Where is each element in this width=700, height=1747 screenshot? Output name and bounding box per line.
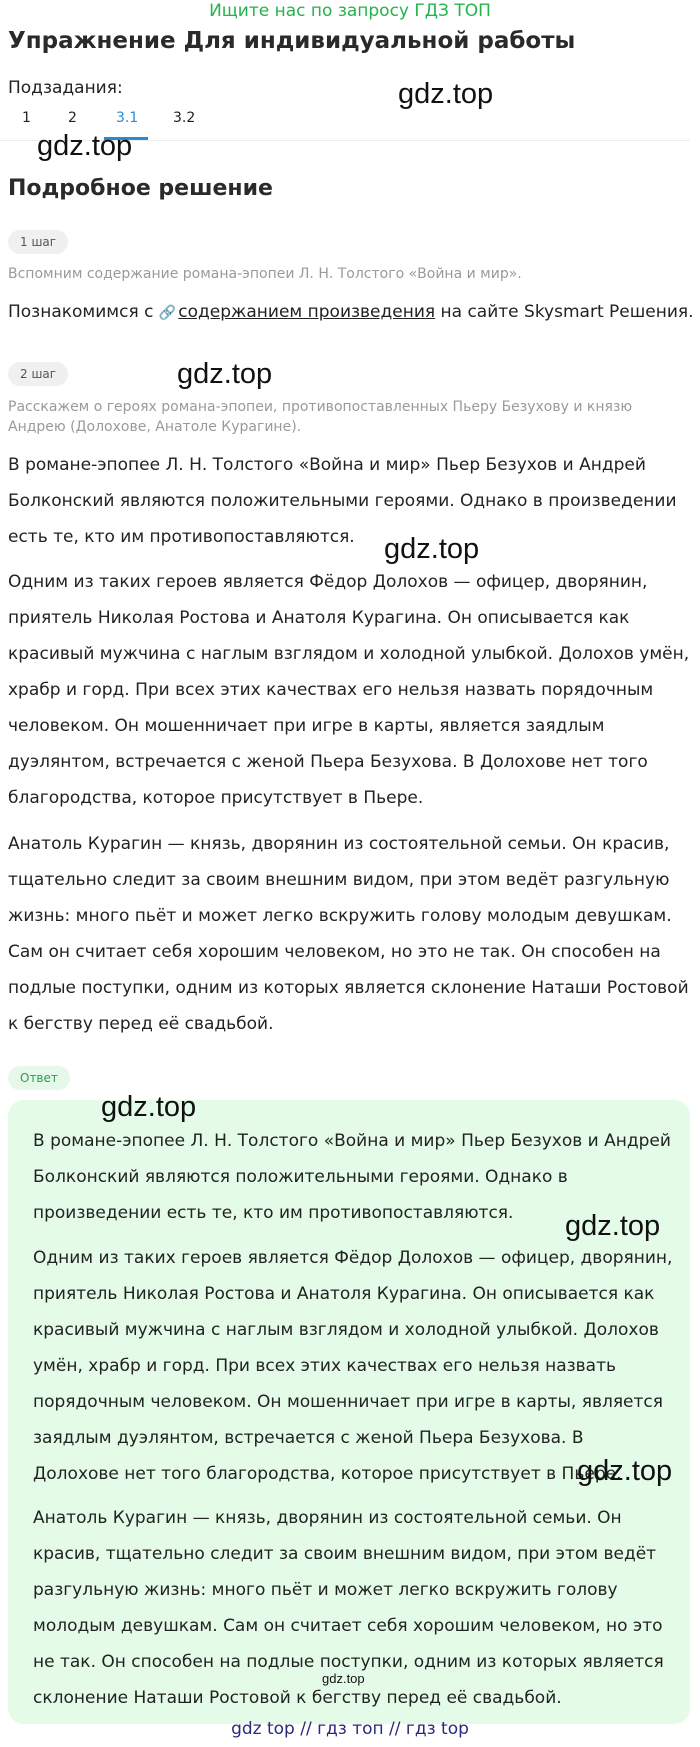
answer-paragraph: Анатоль Курагин — князь, дворянин из состоятельной семьи. Он красив, тщательно следит за своим внешним видом, при этом ведёт разгульную жизнь: много пьёт и может легко вскружить голову молодым девушкам. Сам он считает себя хорошим человеком, но это не так. Он способен на подлые поступки, одним из которых является склонение Наташи Ростовой к бегству перед её свадьбой. [33,1508,664,1708]
tab-2[interactable]: 2 [68,110,77,126]
step-paragraph: Одним из таких героев является Фёдор Долохов — офицер, дворянин, приятель Николая Ростова и Анатоля Курагина. Он описывается как красивый мужчина с наглым взглядом и холодной улыбкой. Долохов умён, храбр и горд. При всех этих качествах его нельзя назвать порядочным человеком. Он мошенничает при игре в карты, является заядлым дуэлянтом, встречается с женой Пьера Безухова. В Долохове нет того благородства, которое присутствует в Пьере. [8,572,690,808]
page-title: Упражнение Для индивидуальной работы [8,28,576,54]
answer-badge: Ответ [8,1066,70,1090]
subtasks-label: Подзадания: [8,78,123,98]
step-hint: Вспомним содержание романа-эпопеи Л. Н. Толстого «Война и мир». [8,266,522,282]
step-paragraph: Анатоль Курагин — князь, дворянин из состоятельной семьи. Он красив, тщательно следит за своим внешним видом, при этом ведёт разгульную жизнь: много пьёт и может легко вскружить голову молодым девушкам. Сам он считает себя хорошим человеком, но это не так. Он способен на подлые поступки, одним из которых является склонение Наташи Ростовой к бегству перед её свадьбой. [8,834,689,1034]
promo-banner: Ищите нас по запросу ГДЗ ТОП [209,1,491,21]
tab-3-2[interactable]: 3.2 [173,110,196,126]
step-badge: 1 шаг [8,230,68,254]
content-link[interactable]: содержанием произведения [178,302,436,322]
watermark: gdz.top [37,130,133,162]
watermark: gdz.top [101,1091,197,1123]
answer-paragraph: В романе-эпопее Л. Н. Толстого «Война и мир» Пьер Безухов и Андрей Болконский являются положительными героями. Однако в произведении есть те, кто им противопоставляются. [33,1131,671,1223]
watermark: gdz.top [398,78,494,110]
watermark: gdz.top [384,533,480,565]
answer-paragraph: Одним из таких героев является Фёдор Долохов — офицер, дворянин, приятель Николая Ростова и Анатоля Курагина. Он описывается как красивый мужчина с наглым взглядом и холодной улыбкой. Долохов умён, храбр и горд. При всех этих качествах его нельзя назвать порядочным человеком. Он мошенничает при игре в карты, является заядлым дуэлянтом, встречается с женой Пьера Безухова. В Долохове нет того благородства, которое присутствует в Пьере. [33,1248,673,1484]
text-before-link: Познакомимся с [8,302,159,322]
link-icon: 🔗 [158,305,177,321]
watermark: gdz.top [577,1455,673,1487]
section-title: Подробное решение [8,176,273,201]
text-after-link: на сайте Skysmart Решения. [435,302,694,322]
step-paragraph: В романе-эпопее Л. Н. Толстого «Война и мир» Пьер Безухов и Андрей Болконский являются положительными героями. Однако в произведении есть те, кто им противопоставляются. [8,455,677,547]
step-hint: Расскажем о героях романа-эпопеи, противопоставленных Пьеру Безухову и князю Андрею (Долохове, Анатоле Курагине). [8,399,633,435]
watermark: gdz.top [565,1210,661,1242]
tab-3-1[interactable]: 3.1 [116,110,139,126]
tab-1[interactable]: 1 [22,110,31,126]
footer-watermark: gdz top // гдз топ // гдз top [231,1719,469,1739]
step-text [8,294,694,331]
step-badge: 2 шаг [8,362,68,386]
watermark: gdz.top [177,358,273,390]
watermark: gdz.top [322,1671,365,1686]
